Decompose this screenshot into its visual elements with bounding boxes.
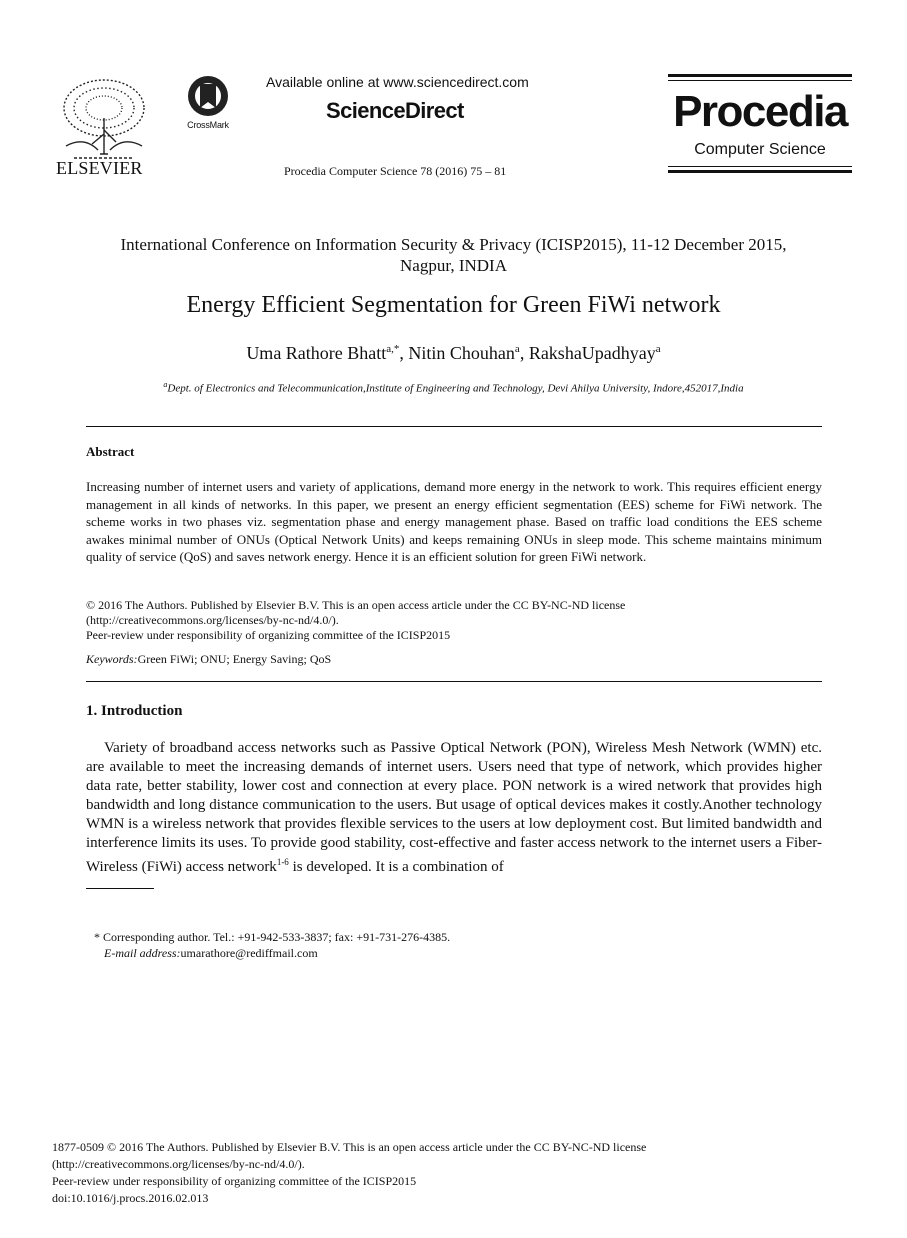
crossmark-icon [178, 74, 238, 122]
author-sup: a [655, 343, 661, 355]
abstract-heading: Abstract [86, 444, 135, 459]
procedia-rule-bottom [668, 166, 852, 167]
journal-reference: Procedia Computer Science 78 (2016) 75 – 81 [284, 164, 507, 178]
affiliation [40, 380, 867, 395]
procedia-title: Procedia [673, 87, 847, 136]
abstract-body: Increasing number of internet users and variety of applications, demand more energy in the network to work. This requires efficient energy management in all kinds of networks. In this paper, we present an energy efficient segmentation (EES) scheme for FiWi network. The scheme works in two phases viz. segmentation phase and energy management phase. Based on traffic load conditions the EES scheme awakes minimal number of ONUs (Optical Network Units) and keeps remaining ONUs in sleep mode. This scheme maintains minimum quality of service (QoS) and saves network energy. Hence it is an efficient solution for green FiWi network. [86, 479, 822, 565]
email-label: E-mail address: [104, 946, 181, 960]
elsevier-logo [54, 74, 154, 178]
intro-text-cont: is developed. It is a combination of [288, 859, 504, 875]
procedia-rule-top [668, 74, 852, 77]
author-sup: a,* [386, 343, 400, 355]
author-name: RakshaUpadhyay [528, 343, 656, 363]
email-note [104, 946, 318, 961]
keywords-label: Keywords: [86, 652, 138, 666]
author-sup: a [514, 343, 520, 355]
footer-issn-line: 1877-0509 © 2016 The Authors. Published by Elsevier B.V. This is an open access article under the CC BY-NC-ND license [52, 1140, 647, 1154]
footer-peer-review: Peer-review under responsibility of organizing committee of the ICISP2015 [52, 1174, 417, 1188]
footer-license-link[interactable]: (http://creativecommons.org/licenses/by-nc-nd/4.0/). [52, 1157, 305, 1171]
copyright-line: © 2016 The Authors. Published by Elsevier B.V. This is an open access article under the CC BY-NC-ND license [86, 598, 626, 612]
keywords-list: Green FiWi; ONU; Energy Saving; QoS [137, 652, 332, 666]
divider [86, 681, 822, 682]
affiliation-text: Dept. of Electronics and Telecommunication,Institute of Engineering and Technology, Devi Ahilya University, Indore,452017,India [167, 382, 744, 395]
email-address[interactable]: umarathore@rediffmail.com [180, 946, 318, 960]
introduction-body [86, 739, 822, 877]
crossmark-label: CrossMark [187, 120, 229, 130]
peer-review-line: Peer-review under responsibility of organizing committee of the ICISP2015 [86, 628, 451, 642]
license-link[interactable]: (http://creativecommons.org/licenses/by-nc-nd/4.0/). [86, 613, 339, 627]
footer-doi[interactable]: doi:10.1016/j.procs.2016.02.013 [52, 1191, 209, 1205]
conference-line-2: Nagpur, INDIA [400, 256, 507, 275]
paper-title: Energy Efficient Segmentation for Green FiWi network [186, 292, 721, 318]
author-name: Uma Rathore Bhatt [246, 343, 387, 363]
conference-line-1: International Conference on Information Security & Privacy (ICISP2015), 11-12 December 2015, [120, 235, 787, 254]
sciencedirect-logo[interactable]: ScienceDirect [326, 98, 464, 123]
page-footer [52, 1139, 872, 1207]
keywords [86, 652, 331, 667]
author-list: Uma Rathore Bhatt$^{a,*}$, Nitin Chouhan$^a$, RakshaUpadhyay$^a$ [246, 343, 661, 363]
procedia-subtitle: Computer Science [694, 141, 826, 158]
affiliation-sup: a [163, 380, 168, 389]
section-heading: 1. Introduction [86, 703, 183, 719]
conference-info [60, 234, 847, 276]
author-name: Nitin Chouhan [408, 343, 515, 363]
divider [86, 426, 822, 427]
copyright-notice [86, 598, 822, 643]
elsevier-wordmark: ELSEVIER [56, 158, 143, 178]
intro-text: Variety of broadband access networks such as Passive Optical Network (PON), Wireless Mesh Network (WMN) etc. are available to meet the increasing demands of internet users. Users need that type of network, which provides higher data rate, better stability, lower cost and connection at every place. PON network is a wired network that provides high bandwidth and long distance communication to the users. But usage of optical devices makes it costly.Another technology WMN is a wireless network that provides flexible services to the users at low deployment cost. But limited bandwidth and interference limits its uses. To provide good stability, cost-effective and faster access network to the internet users a Fiber-Wireless (FiWi) access network [86, 740, 822, 875]
footnote-rule [86, 888, 154, 889]
procedia-rule-top2 [668, 80, 852, 81]
corresponding-author-note: * Corresponding author. Tel.: +91-942-533-3837; fax: +91-731-276-4385. [94, 930, 451, 944]
available-online-text: Available online at www.sciencedirect.com [266, 74, 529, 90]
procedia-rule-bottom2 [668, 170, 852, 173]
citation[interactable]: 1-6 [276, 857, 289, 867]
